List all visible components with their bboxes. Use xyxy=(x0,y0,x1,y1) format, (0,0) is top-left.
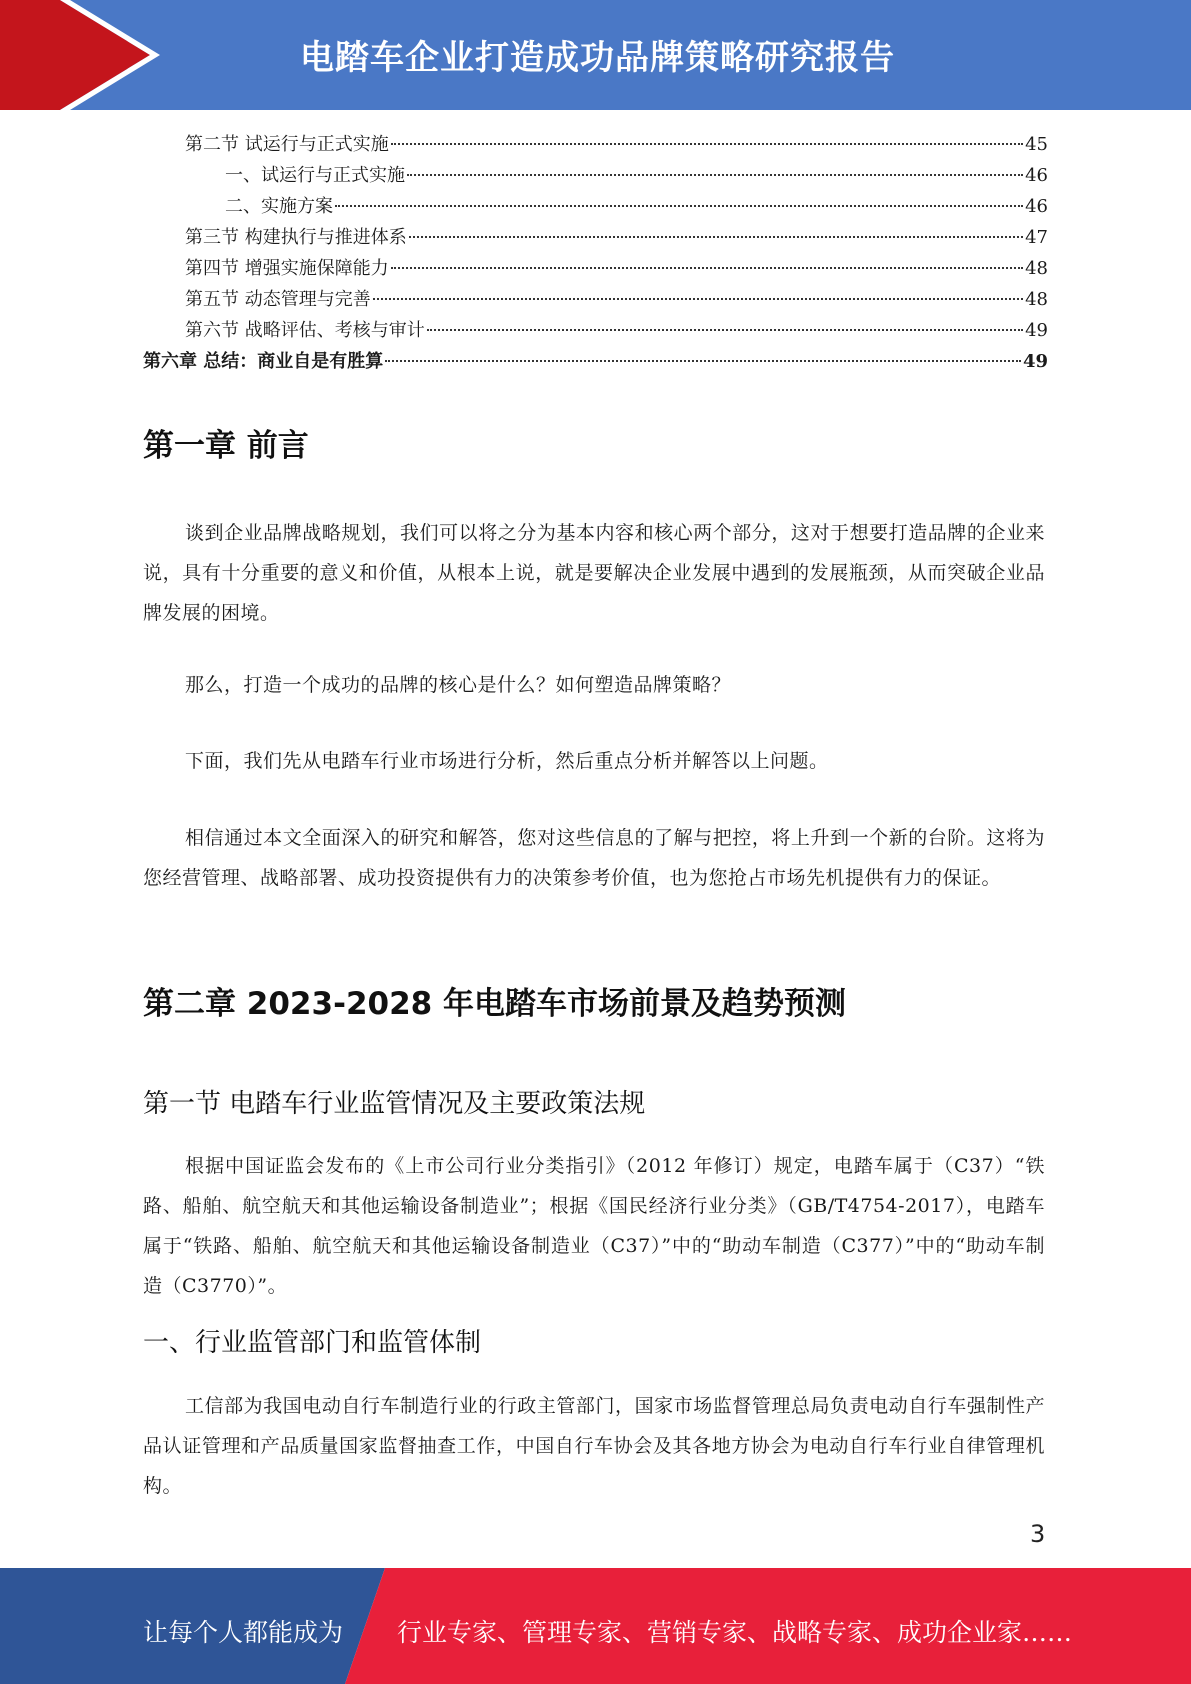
toc-entry-page: 48 xyxy=(1025,289,1048,310)
toc-entry-label: 第四节 增强实施保障能力 xyxy=(185,258,389,279)
toc-entry[interactable] xyxy=(143,160,1048,191)
toc-entry-label: 第五节 动态管理与完善 xyxy=(185,289,371,310)
toc-leader-dots xyxy=(391,267,1023,269)
toc-entry-page: 48 xyxy=(1025,258,1048,279)
toc-entry[interactable] xyxy=(143,284,1048,315)
chapter1-paragraph: 相信通过本文全面深入的研究和解答，您对这些信息的了解与把控，将上升到一个新的台阶。这将为您经营管理、战略部署、成功投资提供有力的决策参考价值，也为您抢占市场先机提供有力的保证。 xyxy=(143,827,1045,889)
chapter1-heading: 第一章 前言 xyxy=(143,428,309,464)
chapter1-paragraph: 那么，打造一个成功的品牌的核心是什么？如何塑造品牌策略？ xyxy=(185,674,732,696)
toc-entry-page: 46 xyxy=(1025,165,1048,186)
toc-entry-label: 第二节 试运行与正式实施 xyxy=(185,134,389,155)
toc-leader-dots xyxy=(427,329,1023,331)
page-header xyxy=(0,0,1191,110)
toc-leader-dots xyxy=(373,298,1023,300)
toc-entry-label: 第六章 总结：商业自是有胜算 xyxy=(143,351,384,372)
toc-entry-page: 49 xyxy=(1025,320,1048,341)
page-footer xyxy=(0,1568,1191,1684)
toc-entry-label: 一、试运行与正式实施 xyxy=(225,165,405,186)
toc-entry[interactable] xyxy=(143,346,1048,377)
toc-leader-dots xyxy=(391,143,1023,145)
toc-leader-dots xyxy=(335,205,1023,207)
toc-leader-dots xyxy=(407,174,1023,176)
footer-slogan-right: 行业专家、管理专家、营销专家、战略专家、成功企业家…… xyxy=(397,1618,1073,1647)
footer-slogan-left: 让每个人都能成为 xyxy=(143,1618,344,1647)
table-of-contents xyxy=(143,129,1048,377)
toc-entry[interactable] xyxy=(143,253,1048,284)
toc-entry-label: 二、实施方案 xyxy=(225,196,333,217)
toc-leader-dots xyxy=(409,236,1023,238)
chapter1-paragraph: 下面，我们先从电踏车行业市场进行分析，然后重点分析并解答以上问题。 xyxy=(185,750,829,772)
toc-entry-label: 第六节 战略评估、考核与审计 xyxy=(185,320,425,341)
section1-paragraph: 根据中国证监会发布的《上市公司行业分类指引》（2012 年修订）规定，电踏车属于（C37）“铁路、船舶、航空航天和其他运输设备制造业”；根据《国民经济行业分类》（GB/T4754-2017），电踏车属于“铁路、船舶、航空航天和其他运输设备制造业（C37）”中的“助动车制造（C377）”中的“助动车制造（C3770）”。 xyxy=(143,1155,1045,1297)
toc-entry-page: 46 xyxy=(1025,196,1048,217)
report-title: 电踏车企业打造成功品牌策略研究报告 xyxy=(300,38,895,78)
toc-entry[interactable] xyxy=(143,222,1048,253)
toc-entry[interactable] xyxy=(143,315,1048,346)
toc-leader-dots xyxy=(385,360,1021,362)
toc-entry[interactable] xyxy=(143,191,1048,222)
section1-heading: 第一节 电踏车行业监管情况及主要政策法规 xyxy=(143,1089,646,1119)
chapter1-paragraph: 谈到企业品牌战略规划，我们可以将之分为基本内容和核心两个部分，这对于想要打造品牌的企业来说，具有十分重要的意义和价值，从根本上说，就是要解决企业发展中遇到的发展瓶颈，从而突破企业品牌发展的困境。 xyxy=(143,522,1045,624)
toc-entry[interactable] xyxy=(143,129,1048,160)
subsection1-heading: 一、行业监管部门和监管体制 xyxy=(143,1328,482,1358)
toc-entry-label: 第三节 构建执行与推进体系 xyxy=(185,227,407,248)
toc-entry-page: 47 xyxy=(1025,227,1048,248)
toc-entry-page: 45 xyxy=(1025,134,1048,155)
toc-entry-page: 49 xyxy=(1022,351,1048,372)
subsection1-paragraph: 工信部为我国电动自行车制造行业的行政主管部门，国家市场监督管理总局负责电动自行车强制性产品认证管理和产品质量国家监督抽查工作，中国自行车协会及其各地方协会为电动自行车行业自律管理机构。 xyxy=(143,1395,1045,1497)
page-number: 3 xyxy=(1030,1520,1046,1548)
chapter2-heading: 第二章 2023-2028 年电踏车市场前景及趋势预测 xyxy=(143,986,847,1022)
